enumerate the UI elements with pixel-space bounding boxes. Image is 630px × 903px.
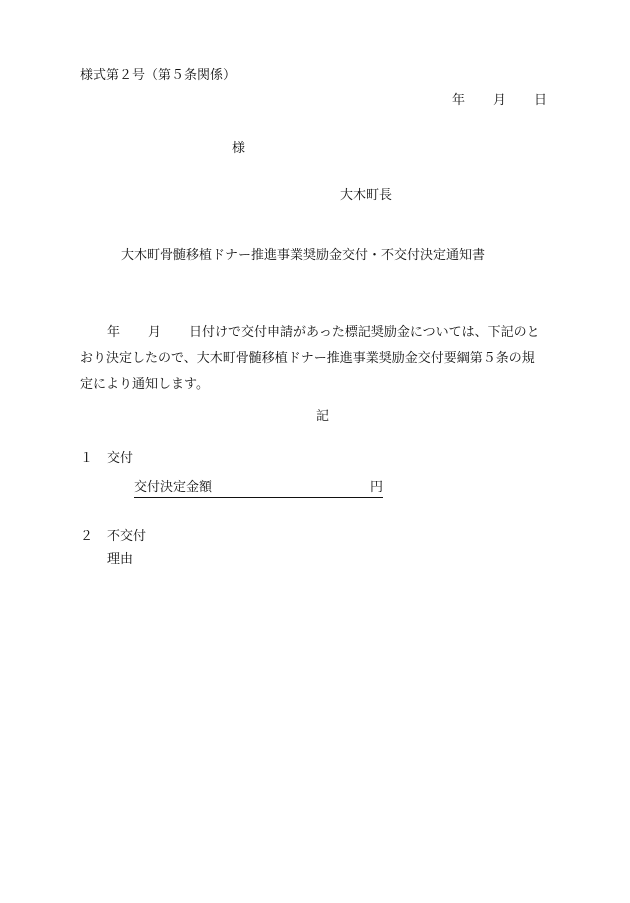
section-grant-number: １	[80, 451, 94, 466]
section-non-grant-number: ２	[80, 529, 94, 544]
body-line-2: おり決定したので、大木町骨髄移植ドナー推進事業奨励金交付要綱第５条の規	[80, 351, 535, 366]
grant-amount-line	[134, 481, 383, 498]
addressee-honorific: 様	[232, 141, 246, 156]
date-year-label: 年	[452, 93, 466, 108]
section-grant-label: 交付	[107, 451, 134, 466]
form-number: 様式第２号（第５条関係）	[80, 68, 237, 83]
reason-label: 理由	[107, 552, 134, 567]
grant-amount-label: 交付決定金額	[134, 480, 213, 495]
ki-heading: 記	[316, 409, 330, 424]
date-month-label: 月	[493, 93, 507, 108]
grant-amount-unit: 円	[369, 480, 383, 495]
section-non-grant	[80, 530, 146, 543]
section-non-grant-label: 不交付	[107, 529, 147, 544]
body-month-label: 月	[148, 325, 162, 340]
body-paragraph	[80, 320, 554, 398]
issuer-name: 大木町長	[340, 188, 393, 203]
body-line-1-text: 日付けで交付申請があった標記奨励金については、下記のと	[189, 325, 540, 340]
body-year-label: 年	[107, 325, 121, 340]
section-grant	[80, 452, 133, 465]
body-line-1	[80, 320, 554, 346]
date-day-label: 日	[534, 93, 548, 108]
issue-date	[452, 94, 547, 107]
body-line-3: 定により通知します。	[80, 377, 209, 392]
document-title: 大木町骨髄移植ドナー推進事業奨励金交付・不交付決定通知書	[121, 248, 486, 263]
